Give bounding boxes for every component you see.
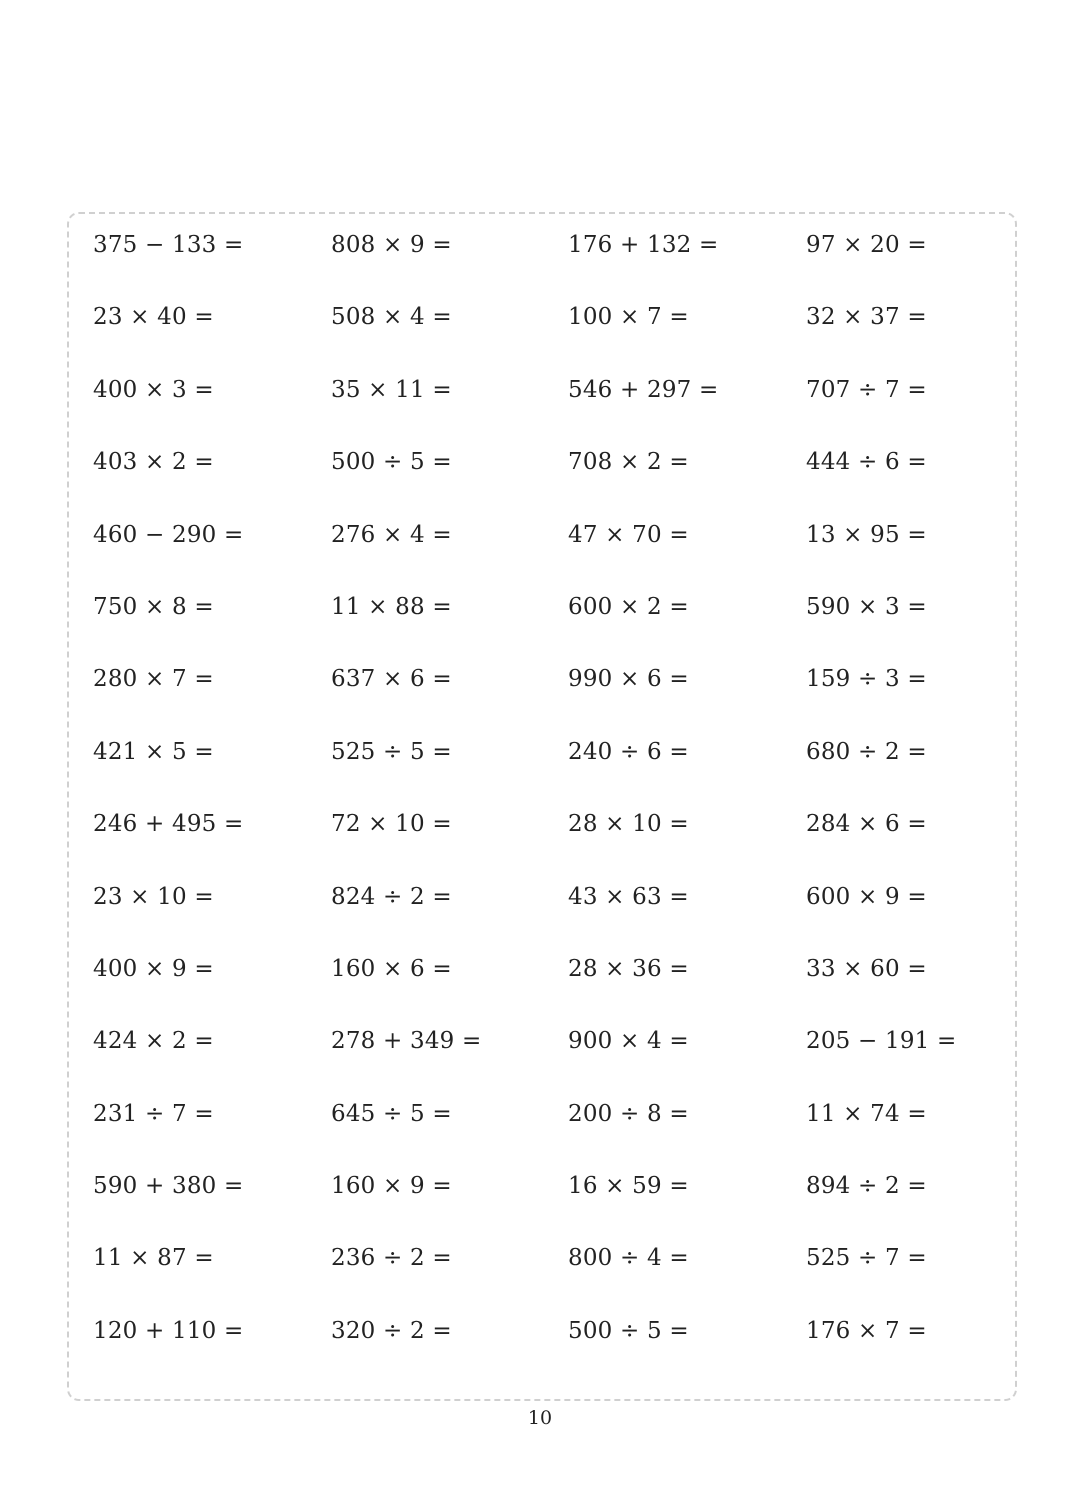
problem-row bbox=[93, 1150, 1013, 1222]
math-problem: 47 × 70 = bbox=[568, 521, 689, 548]
problem-row bbox=[93, 933, 1013, 1005]
math-problem: 637 × 6 = bbox=[331, 666, 452, 693]
math-problem: 246 + 495 = bbox=[93, 811, 244, 838]
problem-row bbox=[93, 716, 1013, 788]
math-problem: 590 + 380 = bbox=[93, 1173, 244, 1200]
math-problem: 100 × 7 = bbox=[568, 304, 689, 331]
problem-row bbox=[93, 499, 1013, 571]
problem-row bbox=[93, 354, 1013, 426]
math-problem: 400 × 9 = bbox=[93, 955, 214, 982]
math-problem: 708 × 2 = bbox=[568, 449, 689, 476]
math-problem: 176 + 132 = bbox=[568, 232, 719, 258]
problem-row bbox=[93, 1078, 1013, 1150]
math-problem: 808 × 9 = bbox=[331, 232, 452, 258]
math-problem: 284 × 6 = bbox=[806, 811, 927, 838]
math-problem: 43 × 63 = bbox=[568, 883, 689, 910]
math-problem: 32 × 37 = bbox=[806, 304, 927, 331]
problem-row bbox=[93, 571, 1013, 643]
math-problem: 231 ÷ 7 = bbox=[93, 1100, 214, 1127]
math-problem: 500 ÷ 5 = bbox=[331, 449, 452, 476]
math-problem: 421 × 5 = bbox=[93, 738, 214, 765]
math-problem: 72 × 10 = bbox=[331, 811, 452, 838]
math-problem: 176 × 7 = bbox=[806, 1317, 927, 1344]
page-number: 10 bbox=[527, 1407, 553, 1429]
math-problem: 800 ÷ 4 = bbox=[568, 1245, 689, 1272]
problem-row bbox=[93, 1295, 1013, 1367]
math-problem: 278 + 349 = bbox=[331, 1028, 482, 1055]
problem-row bbox=[93, 1005, 1013, 1077]
math-problem: 375 − 133 = bbox=[93, 232, 244, 258]
math-problem: 236 ÷ 2 = bbox=[331, 1245, 452, 1272]
math-problem: 97 × 20 = bbox=[806, 232, 927, 258]
math-problem: 680 ÷ 2 = bbox=[806, 738, 927, 765]
math-problem: 500 ÷ 5 = bbox=[568, 1317, 689, 1344]
math-problem: 600 × 9 = bbox=[806, 883, 927, 910]
problem-grid bbox=[93, 209, 1013, 1367]
math-problem: 525 ÷ 5 = bbox=[331, 738, 452, 765]
math-problem: 444 ÷ 6 = bbox=[806, 449, 927, 476]
problem-row bbox=[93, 426, 1013, 498]
math-problem: 894 ÷ 2 = bbox=[806, 1173, 927, 1200]
math-problem: 600 × 2 = bbox=[568, 593, 689, 620]
math-problem: 11 × 88 = bbox=[331, 593, 452, 620]
math-problem: 28 × 36 = bbox=[568, 955, 689, 982]
math-problem: 403 × 2 = bbox=[93, 449, 214, 476]
math-problem: 28 × 10 = bbox=[568, 811, 689, 838]
math-problem: 160 × 9 = bbox=[331, 1173, 452, 1200]
math-problem: 508 × 4 = bbox=[331, 304, 452, 331]
math-problem: 13 × 95 = bbox=[806, 521, 927, 548]
math-problem: 159 ÷ 3 = bbox=[806, 666, 927, 693]
math-problem: 23 × 40 = bbox=[93, 304, 214, 331]
problem-row bbox=[93, 1222, 1013, 1294]
problem-row bbox=[93, 281, 1013, 353]
problem-row bbox=[93, 643, 1013, 715]
math-problem: 424 × 2 = bbox=[93, 1028, 214, 1055]
math-problem: 120 + 110 = bbox=[93, 1317, 244, 1344]
math-problem: 460 − 290 = bbox=[93, 521, 244, 548]
math-problem: 990 × 6 = bbox=[568, 666, 689, 693]
math-problem: 11 × 74 = bbox=[806, 1100, 927, 1127]
math-problem: 546 + 297 = bbox=[568, 376, 719, 403]
math-problem: 35 × 11 = bbox=[331, 376, 452, 403]
math-problem: 824 ÷ 2 = bbox=[331, 883, 452, 910]
math-problem: 645 ÷ 5 = bbox=[331, 1100, 452, 1127]
math-problem: 900 × 4 = bbox=[568, 1028, 689, 1055]
math-problem: 750 × 8 = bbox=[93, 593, 214, 620]
math-problem: 16 × 59 = bbox=[568, 1173, 689, 1200]
problem-row bbox=[93, 788, 1013, 860]
math-problem: 400 × 3 = bbox=[93, 376, 214, 403]
math-problem: 11 × 87 = bbox=[93, 1245, 214, 1272]
math-problem: 240 ÷ 6 = bbox=[568, 738, 689, 765]
math-problem: 590 × 3 = bbox=[806, 593, 927, 620]
problem-row bbox=[93, 209, 1013, 281]
math-problem: 33 × 60 = bbox=[806, 955, 927, 982]
math-problem: 160 × 6 = bbox=[331, 955, 452, 982]
math-problem: 205 − 191 = bbox=[806, 1028, 957, 1055]
math-problem: 707 ÷ 7 = bbox=[806, 376, 927, 403]
math-problem: 23 × 10 = bbox=[93, 883, 214, 910]
problem-row bbox=[93, 861, 1013, 933]
math-problem: 276 × 4 = bbox=[331, 521, 452, 548]
math-problem: 200 ÷ 8 = bbox=[568, 1100, 689, 1127]
math-problem: 320 ÷ 2 = bbox=[331, 1317, 452, 1344]
math-problem: 280 × 7 = bbox=[93, 666, 214, 693]
math-problem: 525 ÷ 7 = bbox=[806, 1245, 927, 1272]
